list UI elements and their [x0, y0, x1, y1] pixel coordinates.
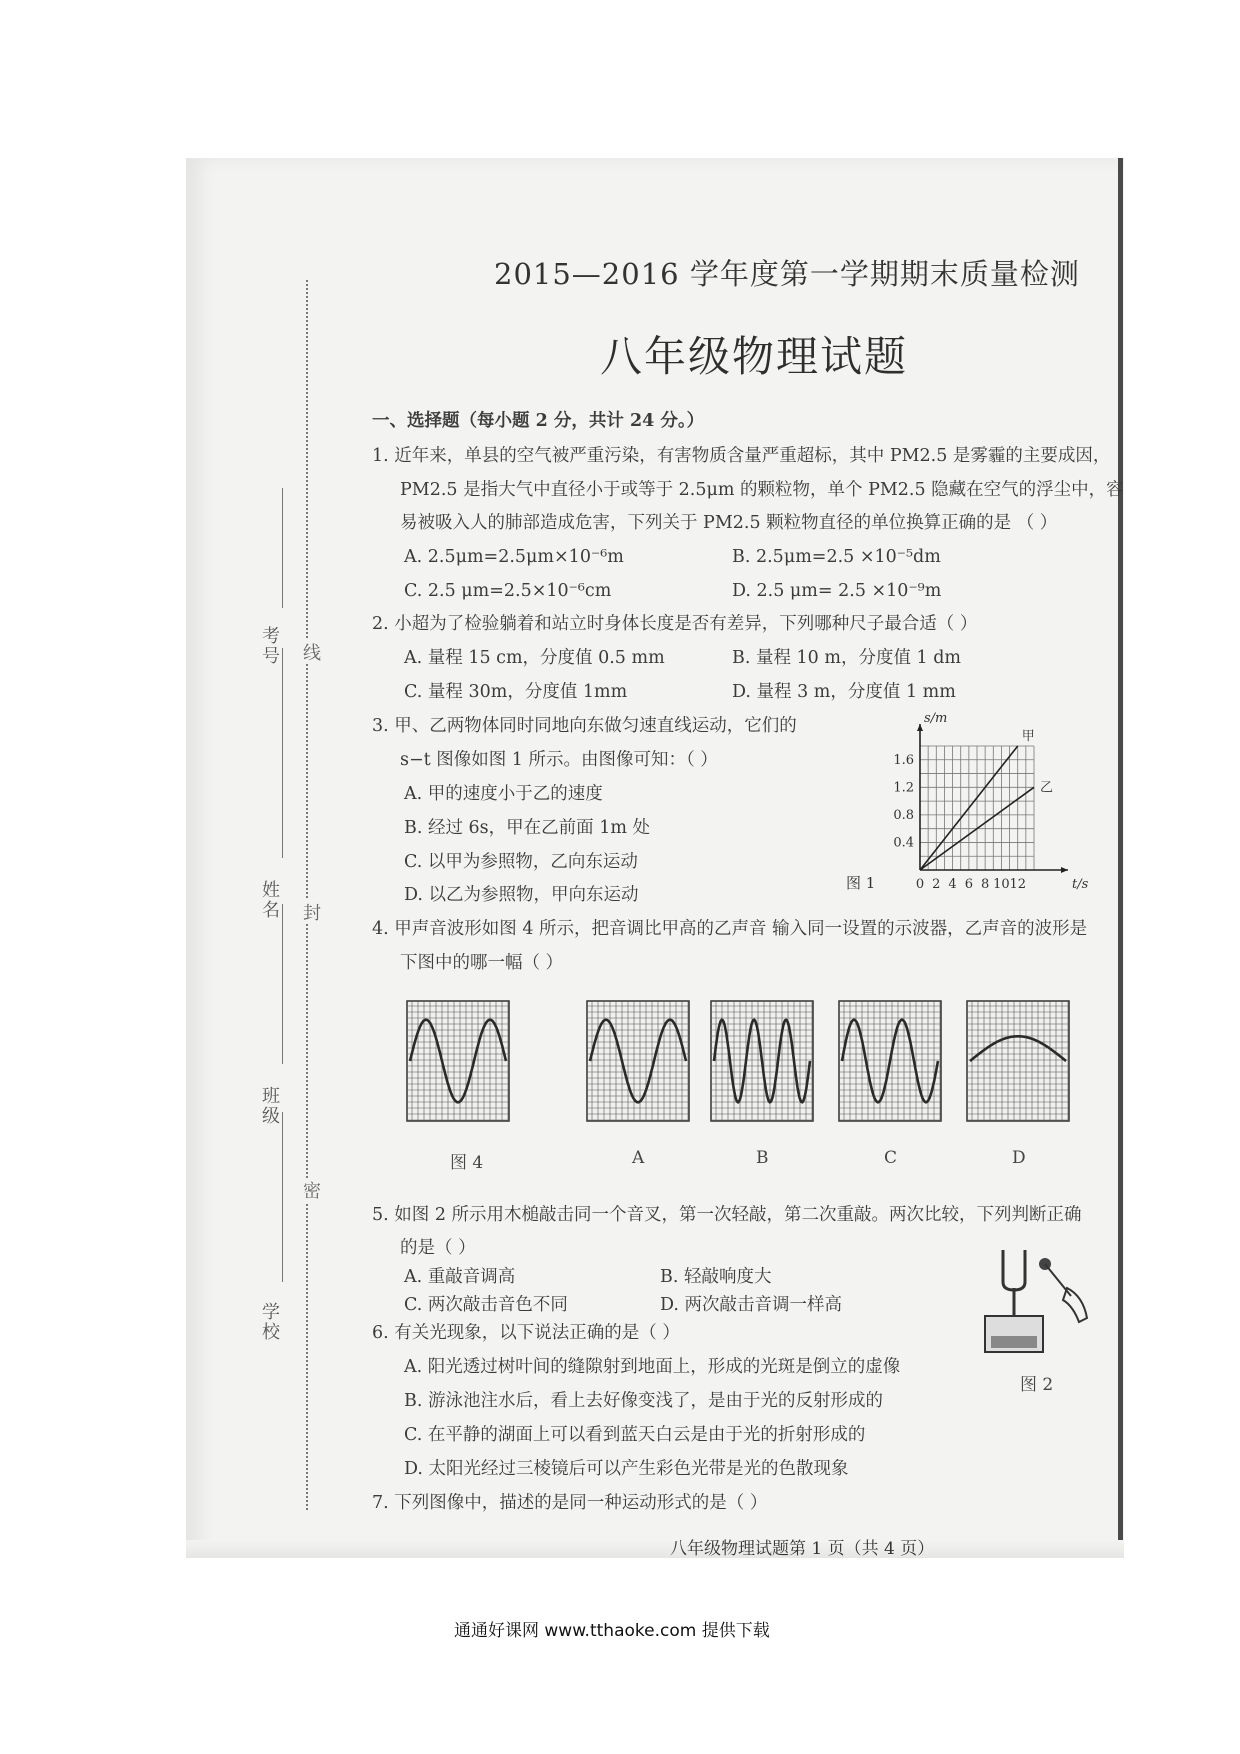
y-tick-label: 0.4 — [893, 835, 914, 851]
series-label: 甲 — [1021, 729, 1035, 744]
tuning-fork-figure — [975, 1236, 1095, 1356]
waveform-label: A — [632, 1148, 645, 1168]
q3-option-b: B. 经过 6s，甲在乙前面 1m 处 — [404, 818, 651, 838]
q3-option-c: C. 以甲为参照物，乙向东运动 — [404, 852, 638, 872]
download-note: 通通好课网 www.tthaoke.com 提供下载 — [454, 1621, 770, 1641]
q2-option-c: C. 量程 30m，分度值 1mm — [404, 682, 628, 702]
q1-line-1: 1. 近年来，单县的空气被严重污染，有害物质含量严重超标，其中 PM2.5 是雾霾的主要成因， — [372, 446, 1111, 466]
x-tick-label: 12 — [1009, 877, 1026, 892]
exam-title: 2015—2016 学年度第一学期期末质量检测 — [494, 257, 1080, 291]
figure-2-caption: 图 2 — [1020, 1375, 1054, 1395]
q6-option-b: B. 游泳池注水后，看上去好像变浅了，是由于光的反射形成的 — [404, 1391, 883, 1411]
q5-option-c: C. 两次敲击音色不同 — [404, 1295, 568, 1315]
waveform-panel — [838, 1000, 942, 1122]
q7-stem: 7. 下列图像中，描述的是同一种运动形式的是（ ） — [372, 1493, 768, 1513]
x-tick-label: 8 — [981, 877, 990, 892]
q1-line-2: PM2.5 是指大气中直径小于或等于 2.5μm 的颗粒物，单个 PM2.5 隐藏在空气的浮尘中，容 — [400, 480, 1124, 500]
y-tick-label: 1.2 — [893, 780, 914, 796]
q1-option-b: B. 2.5μm=2.5 ×10⁻⁵dm — [732, 547, 941, 567]
scan-edge — [1118, 158, 1123, 1558]
waveform-label: D — [1012, 1148, 1026, 1168]
q4-line-2: 下图中的哪一幅（ ） — [400, 953, 564, 973]
q5-option-a: A. 重敲音调高 — [404, 1267, 516, 1287]
xuexiao-underline — [282, 1112, 283, 1282]
label-kaohao: 考号 — [259, 626, 280, 666]
q5-option-d: D. 两次敲击音调一样高 — [660, 1295, 843, 1315]
waveform-label: C — [884, 1148, 898, 1168]
y-tick-label: 1.6 — [893, 752, 914, 768]
section-heading: 一、选择题（每小题 2 分，共计 24 分。） — [372, 411, 705, 431]
series-label: 乙 — [1040, 780, 1054, 796]
waveform-label: 图 4 — [450, 1153, 484, 1173]
x-tick-label: 0 — [915, 877, 925, 892]
q1-option-c: C. 2.5 μm=2.5×10⁻⁶cm — [404, 581, 612, 601]
seal-char-feng: 封 — [297, 900, 323, 924]
q6-stem: 6. 有关光现象，以下说法正确的是（ ） — [372, 1323, 680, 1343]
seal-char-xian: 线 — [297, 640, 323, 664]
y-axis-label: s/m — [924, 712, 948, 726]
x-axis-arrow — [1061, 867, 1068, 873]
kaohao-underline — [282, 488, 283, 608]
q6-option-d: D. 太阳光经过三棱镜后可以产生彩色光带是光的色散现象 — [404, 1459, 849, 1479]
banji-underline — [282, 904, 283, 1064]
q3-line-1: 3. 甲、乙两物体同时同地向东做匀速直线运动，它们的 — [372, 716, 797, 736]
x-axis-label: t/s — [1072, 877, 1089, 892]
exam-subtitle: 八年级物理试题 — [600, 332, 909, 381]
seal-char-mi: 密 — [297, 1178, 323, 1202]
waveform-label: B — [756, 1148, 769, 1168]
q2-option-a: A. 量程 15 cm，分度值 0.5 mm — [404, 648, 665, 668]
y-axis-arrow — [917, 724, 923, 731]
figure-1-caption: 图 1 — [846, 874, 876, 892]
panel-frame — [967, 1001, 1069, 1121]
q6-option-c: C. 在平静的湖面上可以看到蓝天白云是由于光的折射形成的 — [404, 1425, 866, 1445]
q2-stem: 2. 小超为了检验躺着和站立时身体长度是否有差异，下列哪种尺子最合适（ ） — [372, 614, 978, 634]
x-tick-label: 6 — [964, 877, 973, 892]
xingming-underline — [282, 648, 283, 858]
q3-line-2: s−t 图像如图 1 所示。由图像可知：（ ） — [400, 750, 718, 770]
q5-option-b: B. 轻敲响度大 — [660, 1267, 772, 1287]
label-xingming: 姓名 — [259, 880, 280, 920]
x-tick-label: 2 — [932, 877, 941, 892]
q3-option-d: D. 以乙为参照物，甲向东运动 — [404, 885, 639, 905]
q4-line-1: 4. 甲声音波形如图 4 所示，把音调比甲高的乙声音 输入同一设置的示波器，乙声音的波形是 — [372, 919, 1088, 939]
label-xuexiao: 学校 — [259, 1302, 280, 1342]
q5-line-2: 的是（ ） — [400, 1238, 476, 1258]
waveform-panel — [406, 1000, 510, 1122]
q1-line-3: 易被吸入人的肺部造成危害，下列关于 PM2.5 颗粒物直径的单位换算正确的是 （ ） — [400, 513, 1058, 533]
q6-option-a: A. 阳光透过树叶间的缝隙射到地面上，形成的光斑是倒立的虚像 — [404, 1357, 901, 1377]
binding-dotted-line — [306, 280, 308, 1510]
st-graph — [840, 712, 1090, 902]
waveform-panel — [966, 1000, 1070, 1122]
q2-option-d: D. 量程 3 m，分度值 1 mm — [732, 682, 956, 702]
waveform-panel — [586, 1000, 690, 1122]
label-banji: 班级 — [259, 1086, 280, 1126]
x-tick-label: 4 — [948, 877, 957, 892]
y-tick-label: 0.8 — [893, 807, 914, 823]
x-tick-label: 10 — [993, 877, 1010, 892]
waveform-panel — [710, 1000, 814, 1122]
scan-shade — [186, 1540, 1124, 1558]
q1-option-a: A. 2.5μm=2.5μm×10⁻⁶m — [404, 547, 624, 567]
q3-option-a: A. 甲的速度小于乙的速度 — [404, 784, 603, 804]
page-footer: 八年级物理试题第 1 页（共 4 页） — [670, 1539, 935, 1559]
q1-option-d: D. 2.5 μm= 2.5 ×10⁻⁹m — [732, 581, 942, 601]
q5-line-1: 5. 如图 2 所示用木槌敲击同一个音叉，第一次轻敲，第二次重敲。两次比较，下列判断正确 — [372, 1205, 1082, 1225]
q2-option-b: B. 量程 10 m，分度值 1 dm — [732, 648, 962, 668]
